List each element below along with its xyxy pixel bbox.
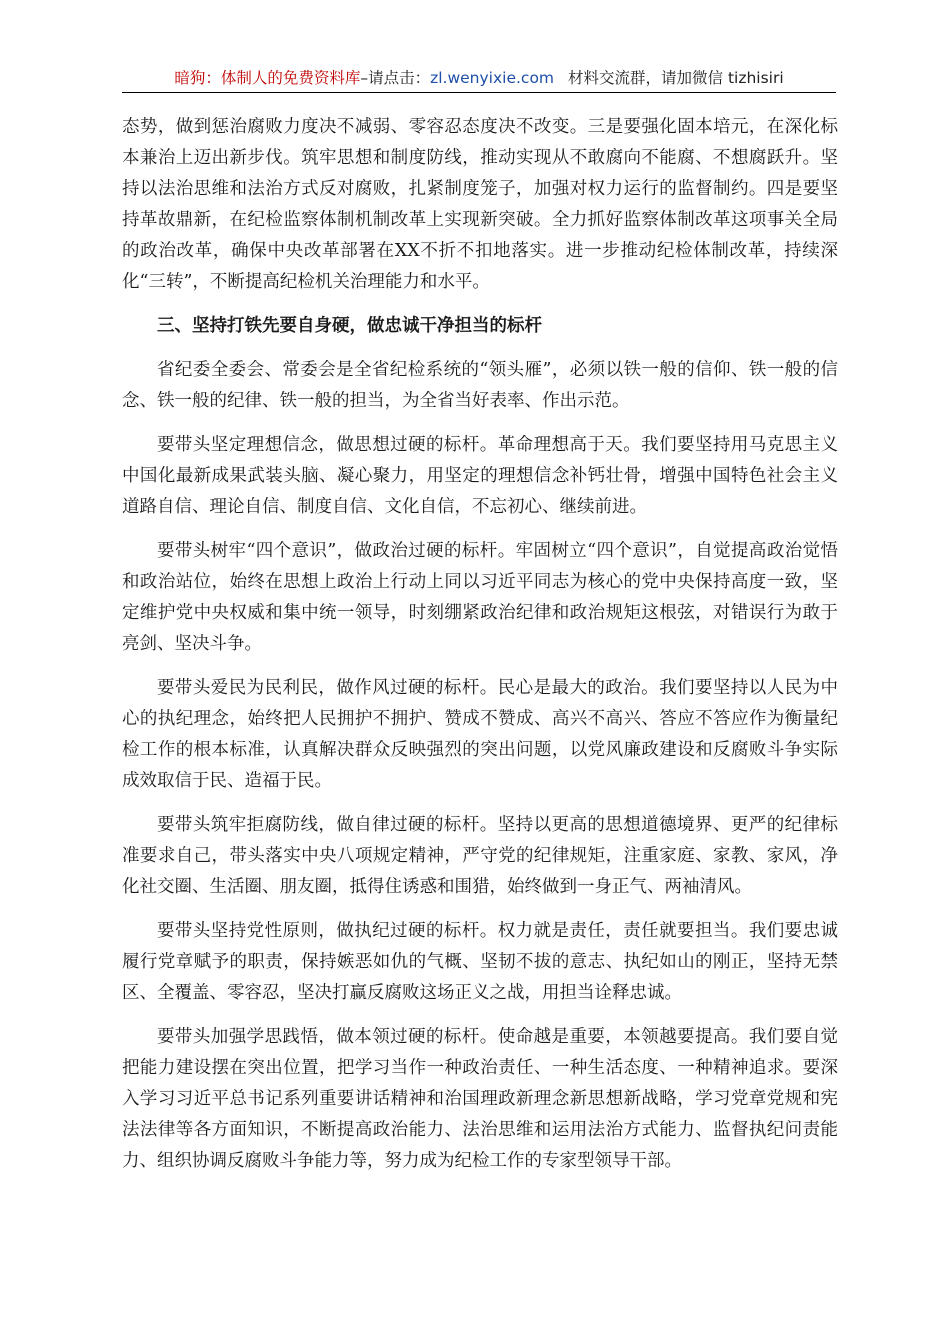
paragraph-7: 要带头坚持党性原则，做执纪过硬的标杆。权力就是责任，责任就要担当。我们要忠诚履行党章赋予的职责，保持嫉恶如仇的气概、坚韧不拔的意志、执纪如山的刚正，坚持无禁区、全覆盖、零容忍，坚决打赢反腐败这场正义之战，用担当诠释忠诚。 xyxy=(122,921,838,1003)
paragraph-3: 要带头坚定理想信念，做思想过硬的标杆。革命理想高于天。我们要坚持用马克思主义中国化最新成果武装头脑、凝心聚力，用坚定的理想信念补钙壮骨，增强中国特色社会主义道路自信、理论自信、制度自信、文化自信，不忘初心、继续前进。 xyxy=(122,435,838,517)
paragraph-4: 要带头树牢“四个意识”，做政治过硬的标杆。牢固树立“四个意识”，自觉提高政治觉悟和政治站位，始终在思想上政治上行动上同以习近平同志为核心的党中央保持高度一致，坚定维护党中央权威和集中统一领导，时刻绷紧政治纪律和政治规矩这根弦，对错误行为敢于亮剑、坚决斗争。 xyxy=(122,541,838,654)
header-divider xyxy=(122,92,836,93)
header-url-link[interactable]: zl.wenyixie.com xyxy=(430,69,555,87)
header-site-name: 暗狗：体制人的免费资料库 xyxy=(174,69,361,87)
section-heading: 三、坚持打铁先要自身硬，做忠诚干净担当的标杆 xyxy=(157,316,542,336)
paragraph-8: 要带头加强学思践悟，做本领过硬的标杆。使命越是重要，本领越要提高。我们要自觉把能力建设摆在突出位置，把学习当作一种政治责任、一种生活态度、一种精神追求。要深入学习习近平总书记系列重要讲话精神和治国理政新理念新思想新战略，学习党章党规和宪法法律等各方面知识，不断提高政治能力、法治思维和运用法治方式能力、监督执纪问责能力、组织协调反腐败斗争能力等，努力成为纪检工作的专家型领导干部。 xyxy=(122,1027,838,1171)
header-group-note: 材料交流群，请加微信 tizhisiri xyxy=(568,69,784,87)
paragraph-2: 省纪委全委会、常委会是全省纪检系统的“领头雁”，必须以铁一般的信仰、铁一般的信念、铁一般的纪律、铁一般的担当，为全省当好表率、作出示范。 xyxy=(122,360,838,411)
paragraph-5: 要带头爱民为民利民，做作风过硬的标杆。民心是最大的政治。我们要坚持以人民为中心的执纪理念，始终把人民拥护不拥护、赞成不赞成、高兴不高兴、答应不答应作为衡量纪检工作的根本标准，认真解决群众反映强烈的突出问题，以党风廉政建设和反腐败斗争实际成效取信于民、造福于民。 xyxy=(122,678,838,791)
document-body xyxy=(122,112,838,1190)
paragraph-6: 要带头筑牢拒腐防线，做自律过硬的标杆。坚持以更高的思想道德境界、更严的纪律标准要求自己，带头落实中央八项规定精神，严守党的纪律规矩，注重家庭、家教、家风，净化社交圈、生活圈、朋友圈，抵得住诱惑和围猎，始终做到一身正气、两袖清风。 xyxy=(122,815,838,897)
header-click-prefix: –请点击： xyxy=(360,69,431,87)
page-header xyxy=(122,64,836,92)
paragraph-1: 态势，做到惩治腐败力度决不减弱、零容忍态度决不改变。三是要强化固本培元，在深化标本兼治上迈出新步伐。筑牢思想和制度防线，推动实现从不敢腐向不能腐、不想腐跃升。坚持以法治思维和法治方式反对腐败，扎紧制度笼子，加强对权力运行的监督制约。四是要坚持革故鼎新，在纪检监察体制机制改革上实现新突破。全力抓好监察体制改革这项事关全局的政治改革，确保中央改革部署在XX不折不扣地落实。进一步推动纪检体制改革，持续深化“三转”，不断提高纪检机关治理能力和水平。 xyxy=(122,117,838,292)
